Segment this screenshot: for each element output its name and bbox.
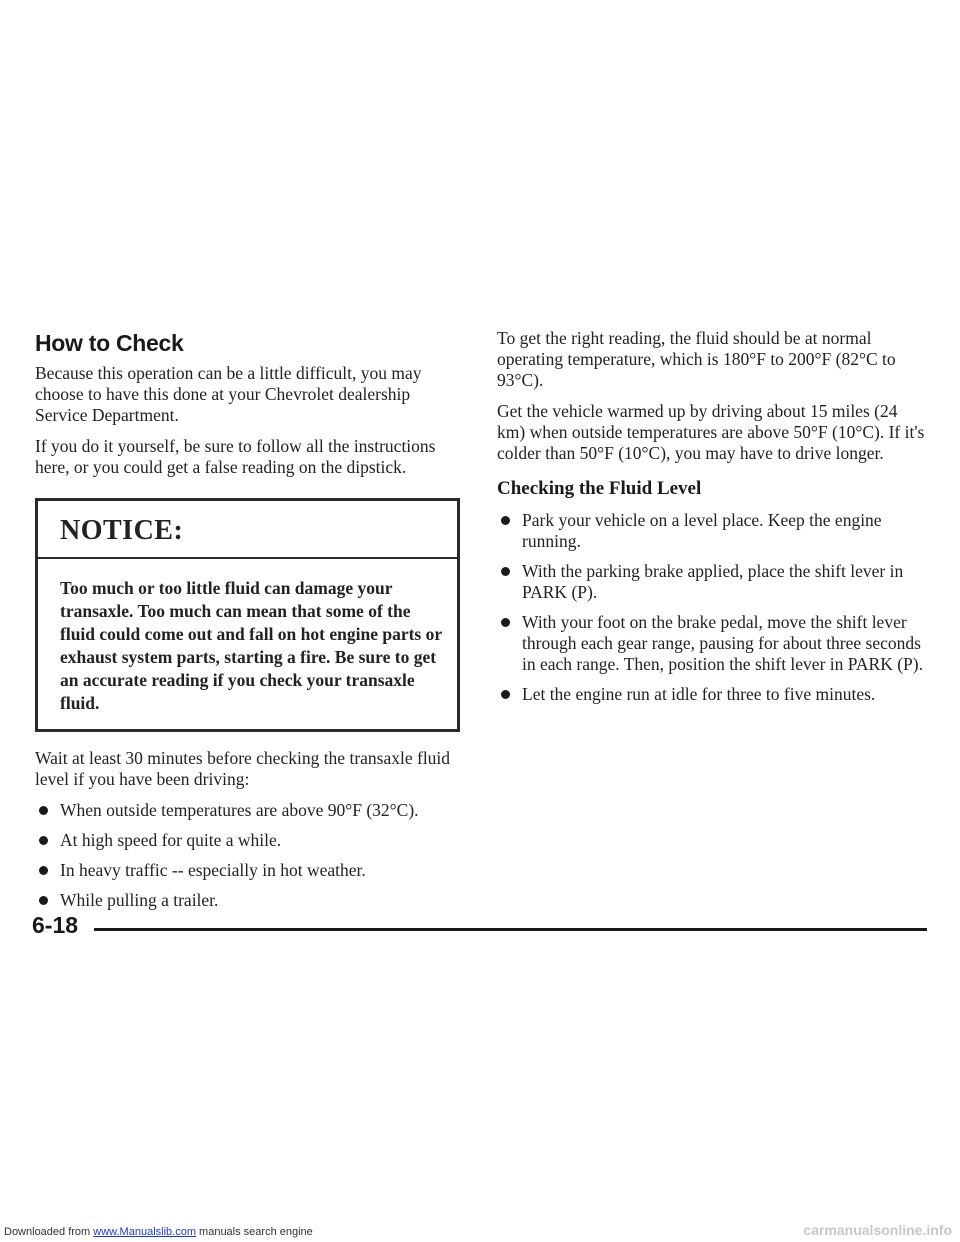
list-item: With your foot on the brake pedal, move the shift lever through each gear range, pausing for about three seconds in each range. Then, position the shift lever in PARK (P). [497, 612, 927, 675]
warm-up-paragraph: Get the vehicle warmed up by driving about 15 miles (24 km) when outside temperatures are above 50°F (10°C). If it's colder than 50°F (10°C), you may have to drive longer. [497, 401, 925, 463]
bullet-icon [39, 806, 48, 815]
list-item: While pulling a trailer. [35, 890, 460, 911]
notice-body: Too much or too little fluid can damage your transaxle. Too much can mean that some of the fluid could come out and fall on hot engine parts or exhaust system parts, starting a fire. Be sure to get an accurate reading if you check your transaxle fluid. [60, 578, 442, 713]
checking-steps-list [497, 510, 927, 705]
intro-paragraph-2: If you do it yourself, be sure to follow all the instructions here, or you could get a false reading on the dipstick. [35, 436, 436, 477]
watermark: carmanualsonline.info [803, 1222, 952, 1238]
notice-box [35, 498, 460, 732]
temperature-paragraph: To get the right reading, the fluid should be at normal operating temperature, which is 180°F to 200°F (82°C to 93°C). [497, 328, 896, 390]
bullet-icon [501, 690, 510, 699]
list-item: Let the engine run at idle for three to five minutes. [497, 684, 927, 705]
bullet-icon [501, 516, 510, 525]
bullet-icon [501, 618, 510, 627]
download-note-suffix: manuals search engine [195, 1226, 313, 1238]
bullet-icon [39, 866, 48, 875]
download-note [4, 1226, 313, 1238]
list-item: Park your vehicle on a level place. Keep the engine running. [497, 510, 927, 552]
download-note-prefix: Downloaded from [4, 1226, 94, 1238]
left-column [35, 330, 460, 920]
list-item: At high speed for quite a while. [35, 830, 460, 851]
section-heading-how-to-check: How to Check [35, 330, 184, 356]
sub-heading-checking-fluid-level: Checking the Fluid Level [497, 478, 702, 499]
bullet-icon [39, 836, 48, 845]
page-number: 6-18 [32, 912, 79, 938]
list-item: With the parking brake applied, place the shift lever in PARK (P). [497, 561, 927, 603]
intro-paragraph-1: Because this operation can be a little difficult, you may choose to have this done at your Chevrolet dealership Service Department. [35, 363, 422, 425]
wait-paragraph: Wait at least 30 minutes before checking the transaxle fluid level if you have been driving: [35, 748, 451, 789]
footer-divider [94, 928, 927, 931]
right-column [497, 328, 927, 714]
bullet-icon [39, 896, 48, 905]
notice-title: NOTICE: [38, 501, 457, 559]
list-item: In heavy traffic -- especially in hot weather. [35, 860, 460, 881]
list-item: When outside temperatures are above 90°F (32°C). [35, 800, 460, 821]
driving-conditions-list [35, 800, 460, 911]
bullet-icon [501, 567, 510, 576]
manualslib-link[interactable]: www.Manualslib.com [93, 1226, 196, 1238]
